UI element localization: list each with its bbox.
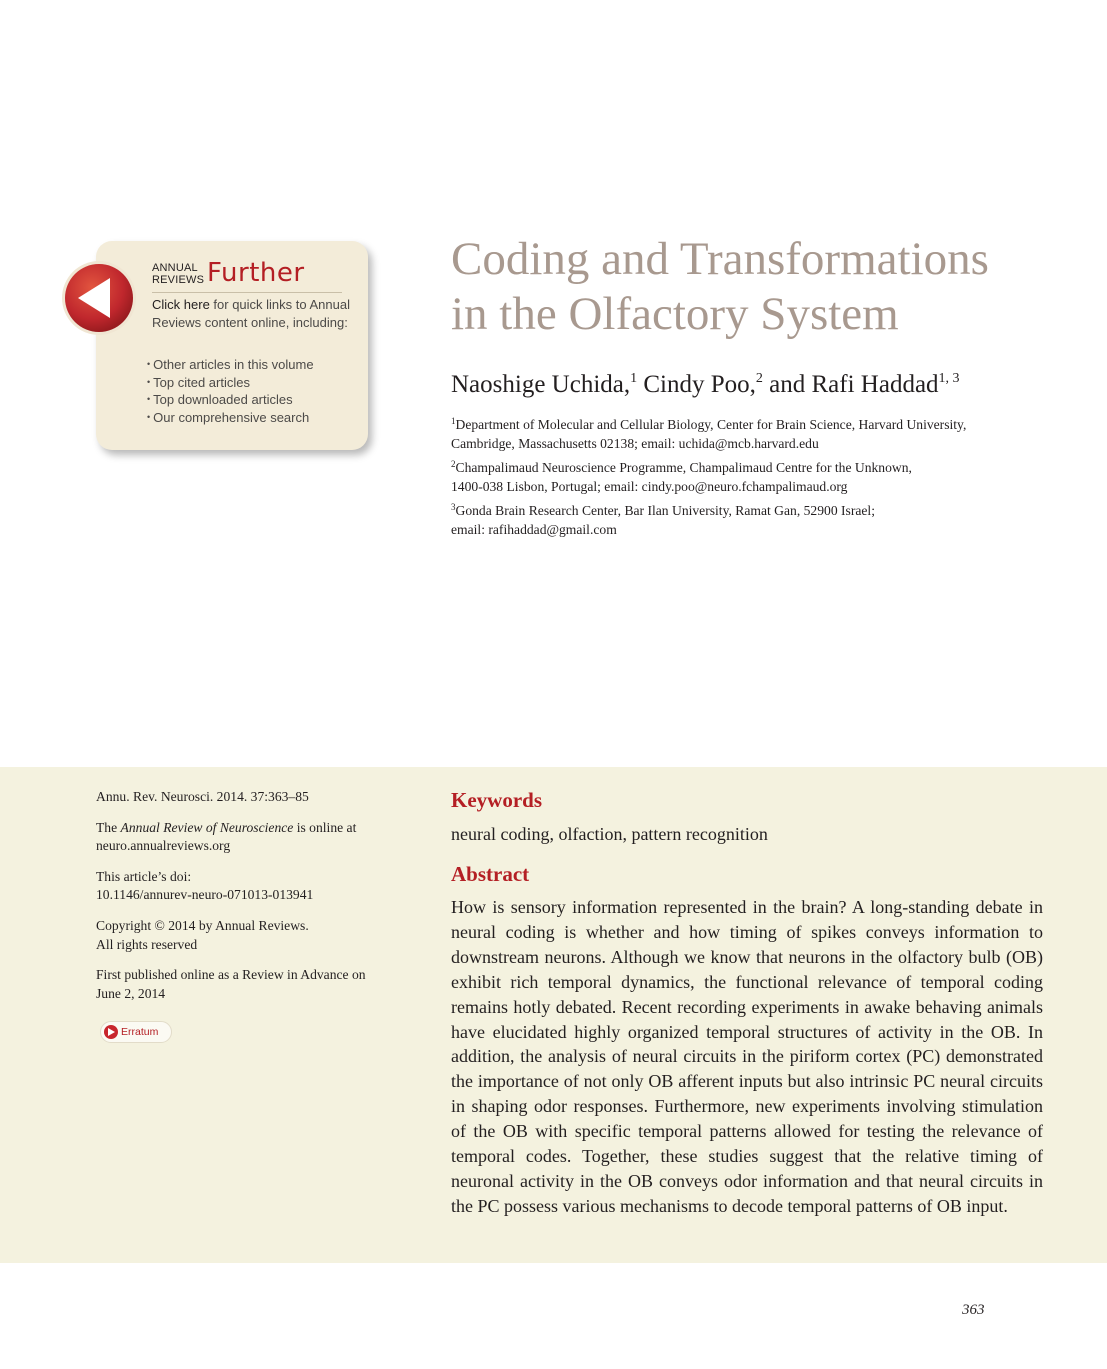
author-name: Naoshige Uchida,: [451, 371, 631, 398]
affiliation: [451, 502, 1051, 539]
title-line-1: Coding and Transformations: [451, 233, 989, 285]
abstract-text: How is sensory information represented in the brain? A long-standing debate in neural coding is whether and how timing of spikes conveys information to downstream neurons. Although we know that neurons in the olfactory bulb (OB) exhibit rich temporal dynamics, the functional relevance of temporal coding remains hotly debated. Recent recording experiments in awake behaving animals have elucidated highly organized temporal structures of activity in the OB. In addition, the analysis of neural circuits in the piriform cortex (PC) demonstrated the importance of not only OB afferent inputs but also intrinsic PC neural circuits in shaping odor responses. Furthermore, new experiments involving stimulation of the OB with specific temporal patterns allowed for testing the relevance of temporal codes. Together, these studies suggest that the relative timing of neuronal activity in the OB conveys odor information and that neural circuits in the PC possess various mechanisms to decode temporal patterns of OB input.: [451, 897, 1043, 1216]
author-sup: 2: [755, 371, 763, 386]
further-intro-rest: for quick links to Annual Reviews content online, including:: [152, 297, 350, 330]
abstract-heading: Abstract: [451, 862, 530, 886]
erratum-button[interactable]: [100, 1021, 172, 1043]
keywords-text: neural coding, olfaction, pattern recognition: [451, 824, 768, 844]
brand-line-annual: ANNUAL: [152, 262, 198, 274]
further-brand: [152, 258, 342, 293]
further-item-search[interactable]: • Our comprehensive search: [147, 409, 314, 427]
affiliation-line: Cambridge, Massachusetts 02138; email: uchida@mcb.harvard.edu: [451, 435, 819, 451]
brand-line-reviews: REVIEWS: [152, 274, 205, 286]
first-published: [96, 966, 416, 1003]
affiliation-line: email: rafihaddad@gmail.com: [451, 521, 617, 537]
online-post: is online at: [293, 819, 357, 835]
title-line-2: in the Olfactory System: [451, 288, 899, 340]
first-pub-line-1: First published online as a Review in Advance on: [96, 967, 366, 983]
affiliation-line: Department of Molecular and Cellular Biology, Center for Brain Science, Harvard University,: [455, 417, 967, 432]
first-pub-line-2: June 2, 2014: [96, 985, 166, 1001]
affiliation: [451, 459, 1051, 496]
affiliation: [451, 416, 1051, 453]
article-meta: [96, 788, 416, 1015]
affiliation-sup: 2: [451, 459, 456, 469]
author-list: [451, 370, 1091, 400]
copyright: Copyright © 2014 by Annual Reviews.: [96, 917, 309, 933]
author-name: and Rafi Haddad: [762, 371, 939, 398]
online-pre: The: [96, 819, 121, 835]
page-number: 363: [962, 1302, 985, 1318]
keywords-heading: Keywords: [451, 788, 542, 812]
copyright-info: [96, 917, 416, 954]
further-item-other-articles[interactable]: • Other articles in this volume: [147, 356, 314, 374]
author-name: Cindy Poo,: [637, 371, 756, 398]
journal-url[interactable]: neuro.annualreviews.org: [96, 838, 231, 854]
affiliation-line: Champalimaud Neuroscience Programme, Champalimaud Centre for the Unknown,: [455, 460, 912, 475]
further-item-top-cited[interactable]: • Top cited articles: [147, 374, 314, 392]
click-here-link[interactable]: Click here: [152, 297, 210, 312]
doi-info: [96, 868, 416, 905]
article-title: [451, 232, 1071, 342]
play-icon: [104, 1025, 118, 1039]
online-info: [96, 819, 416, 856]
doi-value[interactable]: 10.1146/annurev-neuro-071013-013941: [96, 887, 314, 903]
journal-name: Annual Review of Neuroscience: [120, 819, 294, 835]
affiliations: [451, 416, 1051, 545]
doi-label: This article’s doi:: [96, 868, 192, 884]
author-sup: 1, 3: [938, 371, 960, 386]
affiliation-sup: 3: [451, 502, 456, 512]
further-item-top-downloaded[interactable]: • Top downloaded articles: [147, 391, 314, 409]
brand-small-text: [152, 262, 204, 286]
erratum-label: Erratum: [121, 1026, 159, 1038]
affiliation-line: Gonda Brain Research Center, Bar Ilan University, Ramat Gan, 52900 Israel;: [455, 503, 875, 518]
brand-further: Further: [207, 258, 305, 288]
affiliation-line: 1400-038 Lisbon, Portugal; email: cindy.poo@neuro.fchampalimaud.org: [451, 478, 848, 494]
further-intro: [152, 296, 357, 331]
author-sup: 1: [630, 371, 638, 386]
rights: All rights reserved: [96, 936, 198, 952]
affiliation-sup: 1: [451, 416, 456, 426]
citation: Annu. Rev. Neurosci. 2014. 37:363–85: [96, 789, 309, 804]
further-list: [147, 356, 314, 426]
play-back-icon[interactable]: [60, 258, 138, 338]
